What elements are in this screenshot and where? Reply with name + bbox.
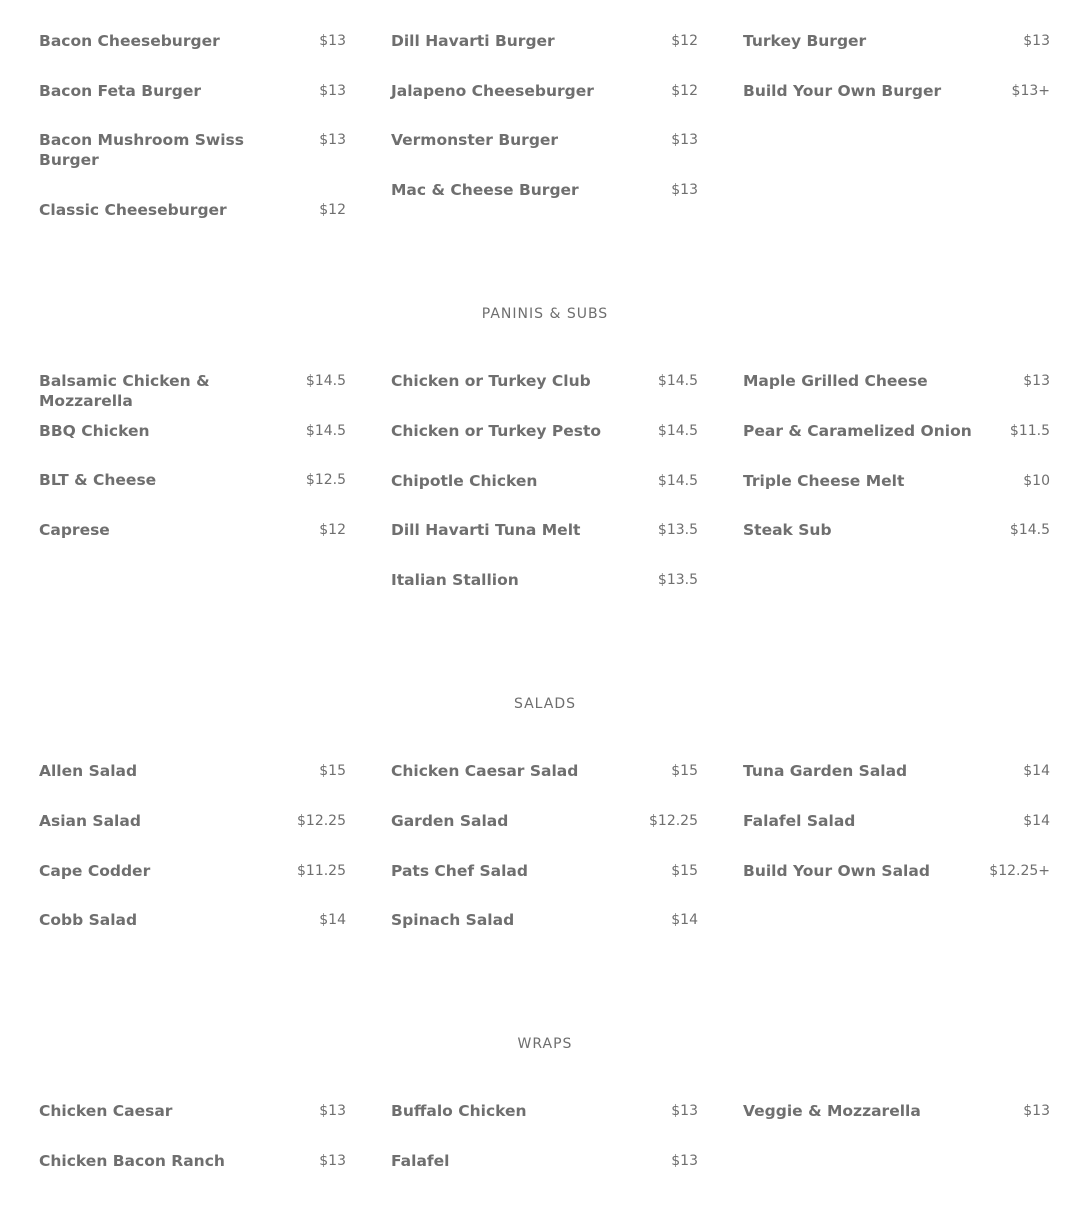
item-price: $10	[1023, 473, 1050, 489]
item-price: $12	[319, 202, 346, 218]
wraps-column-1	[39, 1101, 346, 1171]
item-name: Maple Grilled Cheese	[743, 372, 928, 390]
item-price: $11.25	[297, 863, 346, 879]
item-price: $13	[671, 132, 698, 148]
item-name: Falafel Salad	[743, 812, 856, 830]
item-name: BLT & Cheese	[39, 471, 157, 489]
item-price: $12.25	[649, 813, 698, 829]
item-price: $14	[319, 912, 346, 928]
item-name: Build Your Own Salad	[743, 862, 930, 880]
wraps-column-2	[391, 1101, 698, 1171]
item-price: $13.5	[657, 572, 698, 588]
item-price: $12	[671, 33, 698, 49]
salads-column-3	[743, 761, 1050, 881]
item-price: $13	[319, 33, 346, 49]
menu-item[interactable]	[743, 471, 1050, 491]
item-name: Cape Codder	[39, 862, 151, 880]
item-price: $14	[1023, 763, 1050, 779]
item-name: Bacon Cheeseburger	[39, 32, 220, 50]
menu-item[interactable]	[39, 520, 346, 540]
salads-column-1	[39, 761, 346, 930]
item-name: Chicken Caesar	[39, 1102, 173, 1120]
item-name: Steak Sub	[743, 521, 832, 539]
item-price: $13	[1023, 1103, 1050, 1119]
item-name: Garden Salad	[391, 812, 509, 830]
menu-item[interactable]	[39, 371, 346, 411]
menu-item[interactable]	[391, 1101, 698, 1121]
item-name: Chicken or Turkey Pesto	[391, 422, 602, 440]
item-name: Turkey Burger	[743, 32, 867, 50]
menu-item[interactable]	[743, 421, 1050, 441]
menu-item[interactable]	[39, 861, 346, 881]
item-price: $12.5	[305, 472, 346, 488]
paninis-column-2	[391, 371, 698, 590]
item-price: $13	[319, 83, 346, 99]
menu-item[interactable]	[391, 570, 698, 590]
paninis-column-3	[743, 371, 1050, 540]
item-name: Chicken or Turkey Club	[391, 372, 591, 390]
menu-item[interactable]	[743, 811, 1050, 831]
item-name: Balsamic Chicken & Mozzarella	[39, 372, 210, 410]
item-price: $13	[671, 182, 698, 198]
menu-item[interactable]	[391, 31, 698, 51]
item-name: Jalapeno Cheeseburger	[391, 82, 594, 100]
menu-item[interactable]	[391, 1151, 698, 1171]
menu-item[interactable]	[39, 421, 346, 441]
menu-item[interactable]	[39, 811, 346, 831]
item-name: Chipotle Chicken	[391, 472, 538, 490]
paninis-column-1	[39, 371, 346, 540]
menu-item[interactable]	[39, 470, 346, 490]
section-title-wraps: WRAPS	[517, 1036, 573, 1052]
menu-item[interactable]	[391, 811, 698, 831]
item-price: $15	[671, 763, 698, 779]
menu-item[interactable]	[39, 1101, 346, 1121]
item-price: $13	[671, 1103, 698, 1119]
item-price: $13	[319, 132, 346, 148]
menu-item[interactable]	[743, 31, 1050, 51]
wraps-column-3	[743, 1101, 1050, 1121]
menu-item[interactable]	[391, 421, 698, 441]
item-price: $14.5	[305, 373, 346, 389]
item-name: Mac & Cheese Burger	[391, 181, 579, 199]
item-price: $14.5	[657, 373, 698, 389]
menu-item[interactable]	[39, 910, 346, 930]
item-name: Chicken Caesar Salad	[391, 762, 579, 780]
item-name: Asian Salad	[39, 812, 141, 830]
item-price: $13	[319, 1103, 346, 1119]
item-price: $13	[1023, 33, 1050, 49]
item-price: $12	[671, 83, 698, 99]
item-price: $13	[1023, 373, 1050, 389]
item-price: $13	[319, 1153, 346, 1169]
item-name: Falafel	[391, 1152, 450, 1170]
menu-item[interactable]	[391, 761, 698, 781]
item-name: Pats Chef Salad	[391, 862, 528, 880]
item-name: Caprese	[39, 521, 110, 539]
menu-item[interactable]	[743, 520, 1050, 540]
item-price: $14	[671, 912, 698, 928]
menu-item[interactable]	[743, 371, 1050, 391]
item-price: $15	[319, 763, 346, 779]
item-price: $12.25	[297, 813, 346, 829]
item-price: $12	[319, 522, 346, 538]
item-name: Cobb Salad	[39, 911, 138, 929]
item-name: Spinach Salad	[391, 911, 515, 929]
item-name: Bacon Mushroom Swiss Burger	[39, 131, 244, 169]
salads-column-2	[391, 761, 698, 930]
item-price: $14.5	[1009, 522, 1050, 538]
item-name: Vermonster Burger	[391, 131, 559, 149]
item-name: Chicken Bacon Ranch	[39, 1152, 225, 1170]
item-price: $11.5	[1009, 423, 1050, 439]
item-name: Italian Stallion	[391, 571, 519, 589]
item-price: $12.25+	[989, 863, 1050, 879]
item-name: Dill Havarti Tuna Melt	[391, 521, 581, 539]
item-price: $14	[1023, 813, 1050, 829]
menu-item[interactable]	[743, 81, 1050, 101]
item-price: $14.5	[657, 473, 698, 489]
item-price: $14.5	[305, 423, 346, 439]
menu-item[interactable]	[39, 130, 346, 170]
burgers-column-3	[743, 31, 1050, 101]
menu-item[interactable]	[391, 910, 698, 930]
item-price: $13.5	[657, 522, 698, 538]
menu-item[interactable]	[743, 761, 1050, 781]
item-name: Buffalo Chicken	[391, 1102, 527, 1120]
menu-item[interactable]	[391, 130, 698, 150]
item-name: Bacon Feta Burger	[39, 82, 202, 100]
section-title-salads: SALADS	[513, 696, 577, 712]
item-name: Triple Cheese Melt	[743, 472, 905, 490]
item-name: Pear & Caramelized Onion	[743, 422, 972, 440]
menu-item[interactable]	[391, 471, 698, 491]
item-name: Build Your Own Burger	[743, 82, 942, 100]
menu-item[interactable]	[39, 761, 346, 781]
item-name: Allen Salad	[39, 762, 138, 780]
item-price: $13+	[1011, 83, 1050, 99]
burgers-column-2	[391, 31, 698, 200]
menu-item[interactable]	[391, 861, 698, 881]
section-title-paninis: PANINIS & SUBS	[481, 306, 609, 322]
item-price: $14.5	[657, 423, 698, 439]
menu-item[interactable]	[39, 81, 346, 101]
menu-item[interactable]	[39, 31, 346, 51]
item-name: Dill Havarti Burger	[391, 32, 555, 50]
item-price: $13	[671, 1153, 698, 1169]
menu-item[interactable]	[391, 520, 698, 540]
item-price: $15	[671, 863, 698, 879]
menu-item[interactable]	[743, 1101, 1050, 1121]
menu-item[interactable]	[39, 200, 346, 220]
menu-item[interactable]	[391, 81, 698, 101]
menu-item[interactable]	[391, 180, 698, 200]
burgers-column-1	[39, 31, 346, 220]
item-name: BBQ Chicken	[39, 422, 150, 440]
menu-item[interactable]	[391, 371, 698, 391]
item-name: Tuna Garden Salad	[743, 762, 908, 780]
menu-item[interactable]	[743, 861, 1050, 881]
item-name: Classic Cheeseburger	[39, 201, 227, 219]
item-name: Veggie & Mozzarella	[743, 1102, 921, 1120]
menu-item[interactable]	[39, 1151, 346, 1171]
